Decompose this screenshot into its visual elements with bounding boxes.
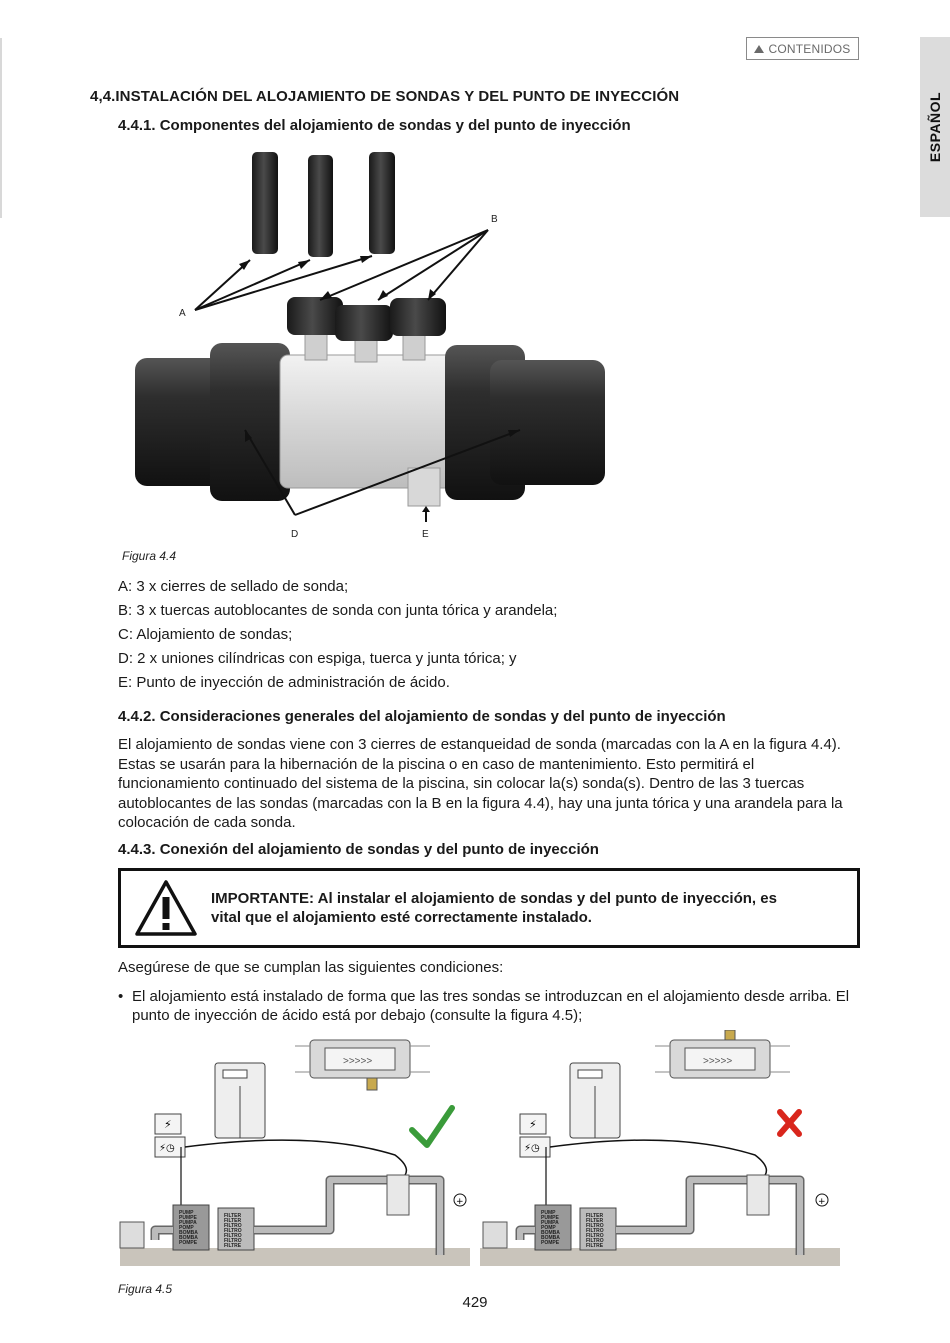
svg-text:PUMPA: PUMPA [179,1220,197,1226]
svg-text:BOMBA: BOMBA [179,1235,198,1241]
label-d: D [291,529,299,540]
svg-text:PUMPA: PUMPA [541,1220,559,1226]
diagram-correct [120,1040,470,1266]
warning-box [118,868,860,948]
svg-text:⚡◷: ⚡◷ [159,1143,175,1154]
svg-text:POMP: POMP [179,1225,194,1231]
legend-item-c: C: Alojamiento de sondas; [118,626,293,643]
svg-text:POMP: POMP [541,1225,556,1231]
svg-text:BOMBA: BOMBA [541,1230,560,1236]
svg-text:FILTRE: FILTRE [224,1243,242,1249]
svg-text:FILTER: FILTER [224,1218,242,1224]
margin-rule [0,38,2,218]
warning-triangle-icon [134,879,198,937]
filter-label-2: FILTER [586,1213,604,1219]
figure-4-4-illustration [110,140,670,550]
page-number: 429 [462,1294,488,1311]
conditions-intro: Asegúrese de que se cumplan las siguientes condiciones: [118,959,504,976]
svg-text:FILTRO: FILTRO [586,1238,604,1244]
svg-text:FILTRO: FILTRO [586,1223,604,1229]
filter-label-1: FILTER [224,1213,242,1219]
diagram-incorrect [480,1030,840,1266]
svg-text:FILTRO: FILTRO [224,1233,242,1239]
svg-text:+: + [818,1197,826,1207]
contents-label: CONTENIDOS [768,41,851,56]
figure-4-4-caption: Figura 4.4 [122,549,177,563]
svg-text:FILTRO: FILTRO [224,1228,242,1234]
considerations-paragraph: El alojamiento de sondas viene con 3 cierres de estanqueidad de sonda (marcadas con la A en la figura 4.4). Estas se usarán para la hibernación de la piscina o en caso de mantenimiento. Esto permitirá el funcionamiento continuado del sistema de la piscina, sin colocar la(s) sonda(s). Dentro de las 3 tuercas autoblocantes de las sondas (marcadas con la B en la figura 4.4), hay una junta tórica y una arandela para la colocación de cada sonda. [118,736,843,831]
seal-caps [252,152,395,257]
svg-text:PUMPE: PUMPE [179,1215,197,1221]
svg-text:⚡◷: ⚡◷ [524,1143,540,1154]
bullet-icon: • [118,988,124,1005]
subsection-title-considerations: 4.4.2. Consideraciones generales del alojamiento de sondas y del punto de inyección [118,708,726,725]
svg-text:PUMPE: PUMPE [541,1215,559,1221]
condition-item [118,987,858,1025]
triangle-up-icon [754,45,764,53]
section-title: 4,4.INSTALACIÓN DEL ALOJAMIENTO DE SONDAS Y DEL PUNTO DE INYECCIÓN [90,88,680,105]
label-b: B [491,214,498,225]
subsection-title-components: 4.4.1. Componentes del alojamiento de sondas y del punto de inyección [118,117,631,134]
svg-text:+: + [456,1197,464,1207]
svg-text:⚡: ⚡ [529,1118,537,1131]
svg-text:FILTRO: FILTRO [224,1238,242,1244]
language-tab [920,37,950,217]
svg-text:>>>>>: >>>>> [703,1056,733,1067]
probe-housing [135,297,605,506]
svg-text:⚡: ⚡ [164,1118,172,1131]
pump-label-1: PUMP [179,1210,194,1216]
svg-text:FILTRO: FILTRO [224,1223,242,1229]
label-a: A [179,308,186,319]
svg-text:FILTRO: FILTRO [586,1233,604,1239]
legend-item-d: D: 2 x uniones cilíndricas con espiga, tuerca y junta tórica; y [118,650,517,667]
component-legend [118,575,557,695]
figure-4-5-diagrams [115,1030,845,1270]
svg-text:BOMBA: BOMBA [179,1230,198,1236]
svg-text:POMPE: POMPE [179,1240,198,1246]
subsection-title-connection: 4.4.3. Conexión del alojamiento de sondas y del punto de inyección [118,841,599,858]
check-mark-icon [412,1108,452,1145]
contents-button[interactable] [746,37,859,60]
cross-mark-icon [780,1112,799,1134]
svg-text:FILTRE: FILTRE [586,1243,604,1249]
legend-item-e: E: Punto de inyección de administración de ácido. [118,674,450,691]
legend-item-a: A: 3 x cierres de sellado de sonda; [118,578,349,595]
condition-text: El alojamiento está instalado de forma que las tres sondas se introduzcan en el alojamiento desde arriba. El punto de inyección de ácido está por debajo (consulte la figura 4.5); [132,988,850,1024]
svg-text:BOMBA: BOMBA [541,1235,560,1241]
language-label: ESPAÑOL [927,91,944,163]
svg-text:>>>>>: >>>>> [343,1056,373,1067]
label-e: E [422,529,429,540]
svg-text:FILTER: FILTER [586,1218,604,1224]
pump-label-2: PUMP [541,1210,556,1216]
svg-text:POMPE: POMPE [541,1240,560,1246]
legend-item-b: B: 3 x tuercas autoblocantes de sonda con junta tórica y arandela; [118,602,558,619]
figure-4-5-caption: Figura 4.5 [118,1282,173,1296]
warning-text: IMPORTANTE: Al instalar el alojamiento de sondas y del punto de inyección, es vital que el alojamiento esté correctamente instalado. [211,890,777,926]
svg-text:FILTRO: FILTRO [586,1228,604,1234]
